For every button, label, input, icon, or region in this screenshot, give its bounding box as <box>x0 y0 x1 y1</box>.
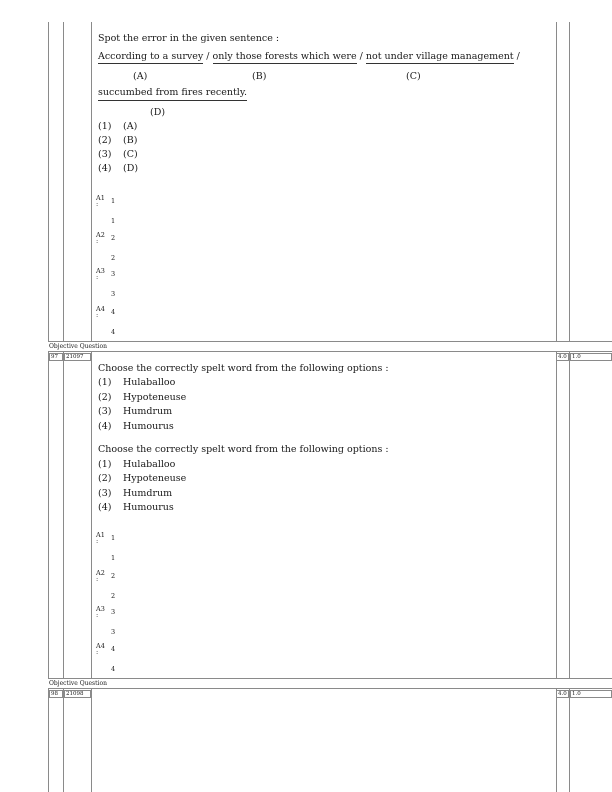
segment-label-d: (D) <box>150 107 166 118</box>
segment-a: According to a survey <box>98 51 204 62</box>
segment-b: only those forests which were <box>212 51 357 62</box>
option-4: (4) (D) <box>98 163 139 174</box>
serial-number: 97 <box>49 353 63 361</box>
option-2: (2) Hypoteneuse <box>98 392 187 403</box>
option-4: (4) Humourus <box>98 421 174 432</box>
option-4-repeat: (4) Humourus <box>98 502 174 513</box>
grid-line <box>569 351 570 679</box>
section-label: Objective Question <box>49 343 107 350</box>
grid-line <box>48 22 49 342</box>
option-3: (3) Humdrum <box>98 406 173 417</box>
grid-line <box>48 351 49 679</box>
marks-cell: 4.0 <box>556 353 569 361</box>
grid-line <box>91 688 92 792</box>
segment-label-a: (A) <box>133 71 148 82</box>
question-prompt: Choose the correctly spelt word from the following options : <box>98 363 389 374</box>
negative-marks-cell: 1.0 <box>570 690 612 698</box>
grid-line <box>48 688 612 689</box>
segment-divider: / <box>359 51 363 62</box>
segment-label-b: (B) <box>252 71 267 82</box>
grid-line <box>48 341 612 342</box>
sentence-line-1 <box>98 51 520 63</box>
segment-label-c: (C) <box>406 71 421 82</box>
segment-divider: / <box>206 51 210 62</box>
question-id: 21098 <box>64 690 91 698</box>
segment-c: not under village management <box>365 51 514 62</box>
grid-line <box>48 688 49 792</box>
grid-line <box>556 22 557 342</box>
grid-line <box>569 22 570 342</box>
grid-line <box>63 688 64 792</box>
grid-line <box>569 688 570 792</box>
option-1: (1) Hulaballoo <box>98 377 176 388</box>
serial-number: 98 <box>49 690 63 698</box>
section-label: Objective Question <box>49 680 107 687</box>
grid-line <box>48 351 612 352</box>
option-3: (3) (C) <box>98 149 138 160</box>
grid-line <box>91 351 92 679</box>
option-1: (1) (A) <box>98 121 138 132</box>
marks-cell: 4.0 <box>556 690 569 698</box>
segment-d: succumbed from fires recently. <box>98 87 247 101</box>
grid-line <box>48 678 612 679</box>
option-1-repeat: (1) Hulaballoo <box>98 459 176 470</box>
question-prompt: Spot the error in the given sentence : <box>98 33 280 44</box>
option-2-repeat: (2) Hypoteneuse <box>98 473 187 484</box>
grid-line <box>91 22 92 342</box>
negative-marks-cell: 1.0 <box>570 353 612 361</box>
option-3-repeat: (3) Humdrum <box>98 488 173 499</box>
grid-line <box>556 688 557 792</box>
question-prompt-repeat: Choose the correctly spelt word from the following options : <box>98 444 389 455</box>
grid-line <box>63 351 64 679</box>
question-id: 21097 <box>64 353 91 361</box>
grid-line <box>556 351 557 679</box>
option-2: (2) (B) <box>98 135 138 146</box>
segment-divider: / <box>516 51 520 62</box>
grid-line <box>63 22 64 342</box>
